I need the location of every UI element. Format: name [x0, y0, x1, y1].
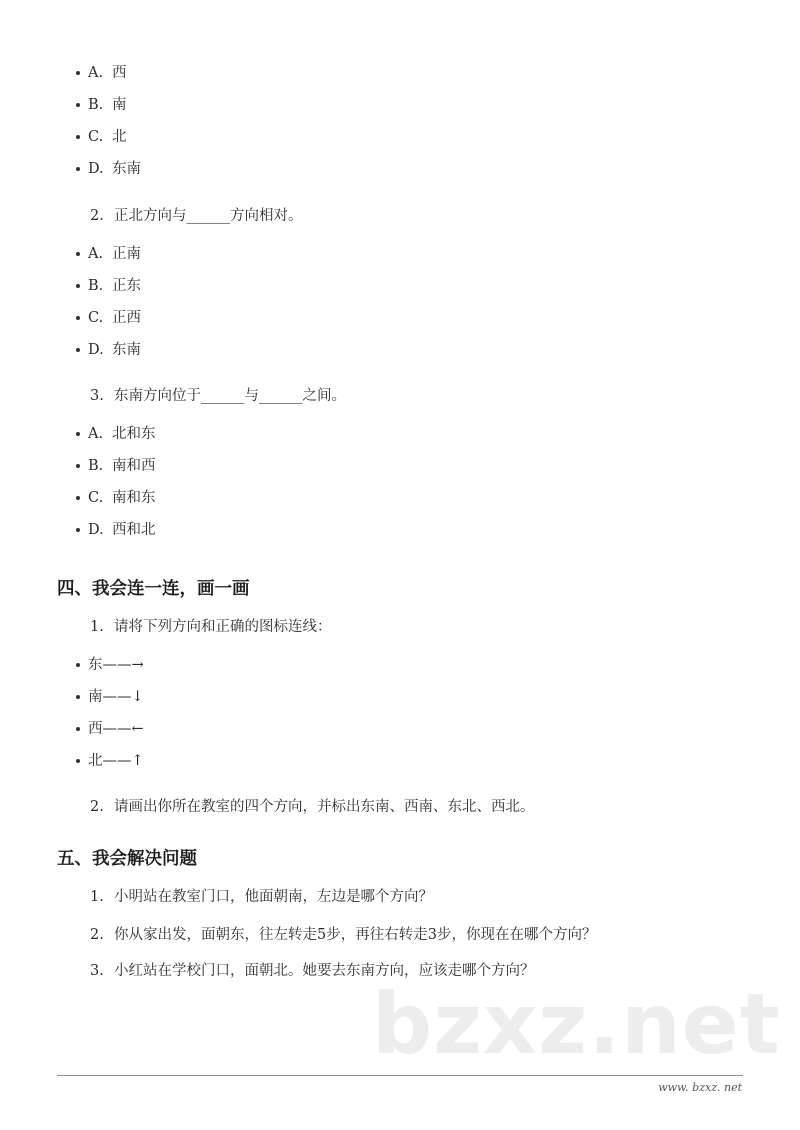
bullet-icon	[76, 135, 80, 139]
option-letter: B.	[88, 458, 104, 474]
option-text: 正西	[112, 310, 141, 326]
option-letter: A.	[88, 426, 104, 442]
option-text: 南	[112, 97, 127, 113]
option-text: 北	[112, 129, 127, 145]
question-number: 1.	[90, 619, 104, 635]
option-letter: C.	[88, 310, 104, 326]
bullet-icon	[76, 727, 80, 731]
bullet-icon	[76, 167, 80, 171]
option-text: 南和东	[112, 490, 156, 506]
option-text: 西和北	[112, 522, 156, 538]
option-letter: C.	[88, 490, 104, 506]
option-text: 东南	[112, 161, 141, 177]
question-text: 请画出你所在教室的四个方向，并标出东南、西南、东北、西北。	[114, 799, 535, 815]
option-letter: A.	[88, 246, 104, 262]
option-letter: B.	[88, 278, 104, 294]
option-letter: D.	[88, 342, 104, 358]
question-number: 1.	[90, 889, 104, 905]
direction-arrow-text: 北——↑	[88, 753, 144, 769]
question-text: 你从家出发，面朝东，往左转走5步，再往右转走3步，你现在在哪个方向？	[114, 927, 597, 943]
option-letter: A.	[88, 65, 104, 81]
option-text: 正南	[112, 246, 141, 262]
bullet-icon	[76, 663, 80, 667]
question-text: 请将下列方向和正确的图标连线：	[114, 619, 332, 635]
bullet-icon	[76, 71, 80, 75]
option-text: 西	[112, 65, 127, 81]
question-text: 小红站在学校门口，面朝北。她要去东南方向，应该走哪个方向？	[114, 963, 535, 979]
option-text: 北和东	[112, 426, 156, 442]
bullet-icon	[76, 528, 80, 532]
option-text: 正东	[112, 278, 141, 294]
bullet-icon	[76, 464, 80, 468]
question-number: 2.	[90, 799, 104, 815]
option-letter: C.	[88, 129, 104, 145]
bullet-icon	[76, 316, 80, 320]
bullet-icon	[76, 348, 80, 352]
option-letter: B.	[88, 97, 104, 113]
bullet-icon	[76, 103, 80, 107]
watermark: bzxz.net	[372, 975, 781, 1073]
section-heading: 五、我会解决问题	[57, 849, 197, 869]
question-number: 3.	[90, 388, 104, 404]
question-number: 3.	[90, 963, 104, 979]
section-heading: 四、我会连一连，画一画	[57, 579, 250, 599]
bullet-icon	[76, 252, 80, 256]
question-text: 东南方向位于______与______之间。	[114, 388, 346, 404]
bullet-icon	[76, 759, 80, 763]
direction-arrow-text: 南——↓	[88, 689, 144, 705]
footer-url: www. bzxz. net	[658, 1081, 742, 1094]
direction-arrow-text: 西——←	[88, 721, 144, 737]
option-letter: D.	[88, 161, 104, 177]
question-number: 2.	[90, 927, 104, 943]
bullet-icon	[76, 432, 80, 436]
bullet-icon	[76, 284, 80, 288]
option-text: 东南	[112, 342, 141, 358]
bullet-icon	[76, 695, 80, 699]
option-letter: D.	[88, 522, 104, 538]
question-text: 小明站在教室门口，他面朝南，左边是哪个方向？	[114, 889, 433, 905]
question-number: 2.	[90, 208, 104, 224]
footer-divider	[57, 1075, 743, 1076]
question-text: 正北方向与______方向相对。	[114, 208, 303, 224]
option-text: 南和西	[112, 458, 156, 474]
direction-arrow-text: 东——→	[88, 657, 144, 673]
bullet-icon	[76, 496, 80, 500]
